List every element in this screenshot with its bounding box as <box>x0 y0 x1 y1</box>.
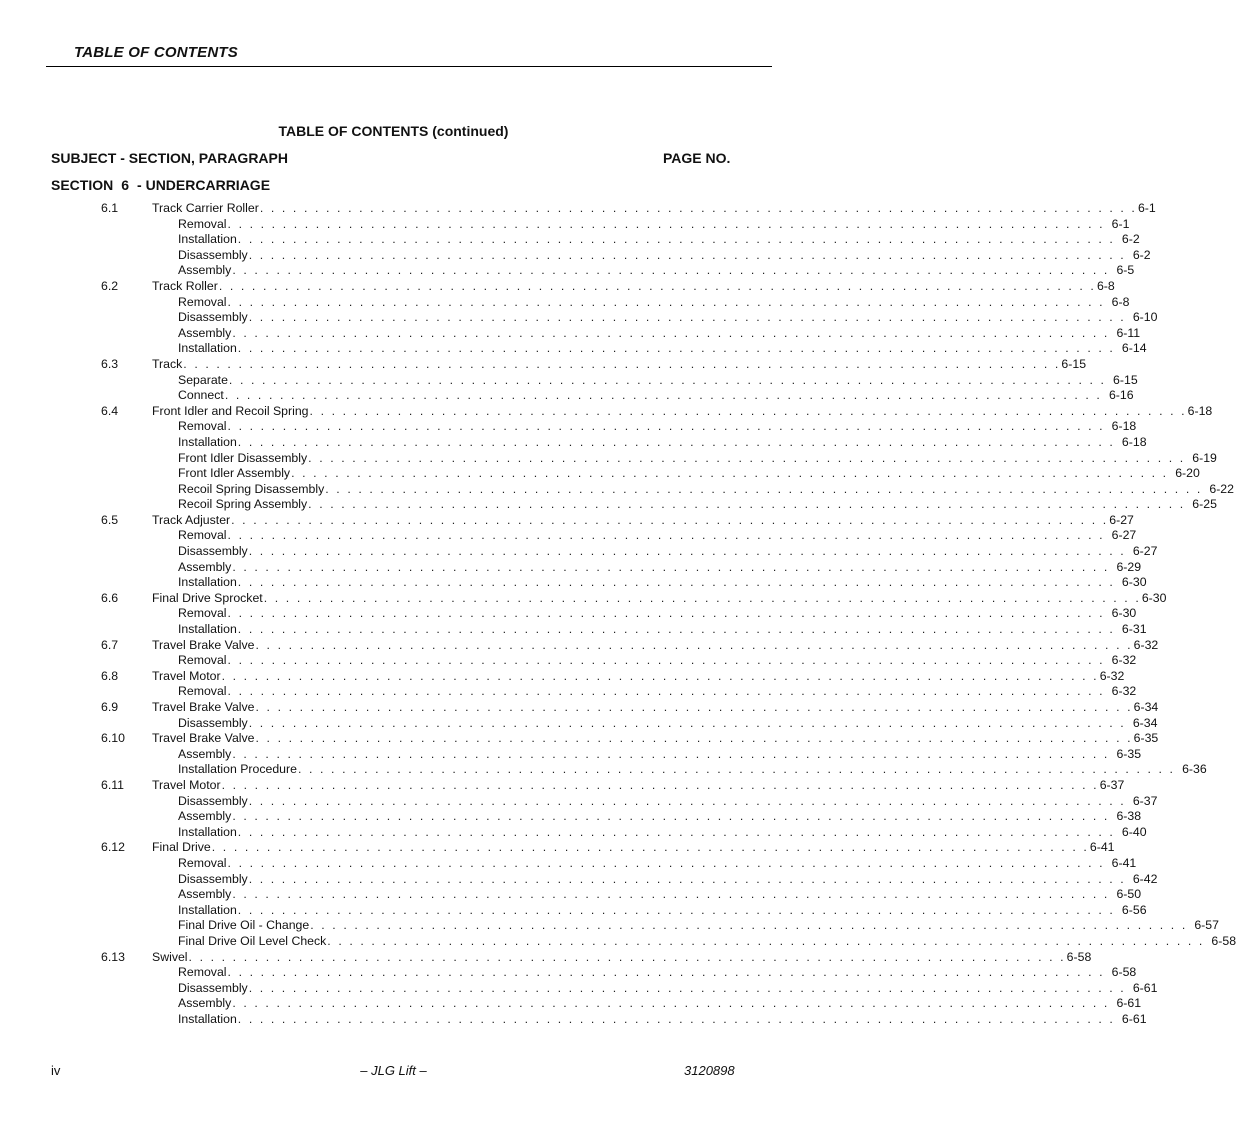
dot-leader: . . . . . . . . . . . . . . . . . . . . . . . . . . . . . . . . . . . . . . . . . . . . . . . . . . . . . . . . . . . . . . . . . . . . . . . . . . . . . . . . <box>248 247 1126 262</box>
toc-subentry[interactable] <box>0 247 1151 264</box>
dot-leader: . . . . . . . . . . . . . . . . . . . . . . . . . . . . . . . . . . . . . . . . . . . . . . . . . . . . . . . . . . . . . . . . . . . . . . . . . . . . . . . . <box>259 201 1137 215</box>
toc-entry-title: Assembly <box>178 263 232 278</box>
toc-entry-line <box>178 809 1142 825</box>
dot-leader: . . . . . . . . . . . . . . . . . . . . . . . . . . . . . . . . . . . . . . . . . . . . . . . . . . . . . . . . . . . . . . . . . . . . . . . . . . . . . . . . <box>237 341 1115 356</box>
toc-subentry[interactable] <box>0 544 1158 560</box>
toc-section-entry[interactable] <box>0 278 1115 295</box>
toc-list <box>0 201 1236 1027</box>
toc-entry-page: 6-11 <box>1116 325 1141 340</box>
toc-entry-line <box>178 824 1147 841</box>
toc-section-entry[interactable] <box>0 731 1159 747</box>
dot-leader: . . . . . . . . . . . . . . . . . . . . . . . . . . . . . . . . . . . . . . . . . . . . . . . . . . . . . . . . . . . . . . . . . . . . . . . . . . . . . . . . <box>248 544 1126 559</box>
toc-entry-title: Separate <box>178 372 228 387</box>
toc-entry-page: 6-8 <box>1111 294 1130 309</box>
toc-subentry[interactable] <box>0 762 1207 778</box>
toc-entry-title: Swivel <box>152 949 188 964</box>
toc-entry-title: Installation Procedure <box>178 762 297 777</box>
toc-entry-page: 6-27 <box>1109 512 1134 527</box>
dot-leader: . . . . . . . . . . . . . . . . . . . . . . . . . . . . . . . . . . . . . . . . . . . . . . . . . . . . . . . . . . . . . . . . . . . . . . . . . . . . . . . . <box>327 933 1205 948</box>
toc-entry-line <box>178 996 1142 1012</box>
dot-leader: . . . . . . . . . . . . . . . . . . . . . . . . . . . . . . . . . . . . . . . . . . . . . . . . . . . . . . . . . . . . . . . . . . . . . . . . . . . . . . . . <box>227 855 1105 870</box>
toc-subentry[interactable] <box>0 871 1158 888</box>
toc-entry-title: Installation <box>178 622 237 637</box>
toc-entry-page: 6-18 <box>1187 403 1213 418</box>
toc-subentry[interactable] <box>0 965 1137 981</box>
toc-entry-page: 6-25 <box>1192 497 1217 512</box>
toc-entry-page: 6-27 <box>1132 544 1158 559</box>
toc-subentry[interactable] <box>0 575 1147 591</box>
toc-subentry[interactable] <box>0 715 1158 732</box>
toc-entry-line <box>178 559 1142 576</box>
toc-entry-title: Travel Brake Valve <box>152 731 255 746</box>
toc-entry-line <box>178 450 1217 467</box>
dot-leader: . . . . . . . . . . . . . . . . . . . . . . . . . . . . . . . . . . . . . . . . . . . . . . . . . . . . . . . . . . . . . . . . . . . . . . . . . . . . . . . . <box>237 1011 1115 1026</box>
dot-leader: . . . . . . . . . . . . . . . . . . . . . . . . . . . . . . . . . . . . . . . . . . . . . . . . . . . . . . . . . . . . . . . . . . . . . . . . . . . . . . . . <box>248 980 1126 995</box>
dot-leader: . . . . . . . . . . . . . . . . . . . . . . . . . . . . . . . . . . . . . . . . . . . . . . . . . . . . . . . . . . . . . . . . . . . . . . . . . . . . . . . . <box>325 481 1203 496</box>
toc-subentry[interactable] <box>0 793 1158 810</box>
dot-leader: . . . . . . . . . . . . . . . . . . . . . . . . . . . . . . . . . . . . . . . . . . . . . . . . . . . . . . . . . . . . . . . . . . . . . . . . . . . . . . . . <box>227 965 1105 980</box>
toc-entry-line <box>178 902 1147 919</box>
toc-entry-line <box>178 419 1137 435</box>
toc-entry-title: Removal <box>178 855 227 870</box>
toc-entry-title: Travel Brake Valve <box>152 700 255 714</box>
dot-leader: . . . . . . . . . . . . . . . . . . . . . . . . . . . . . . . . . . . . . . . . . . . . . . . . . . . . . . . . . . . . . . . . . . . . . . . . . . . . . . . . <box>237 575 1115 590</box>
toc-entry-line <box>178 544 1158 560</box>
toc-entry-number: 6.6 <box>101 590 119 605</box>
toc-entry-number: 6.4 <box>101 403 119 418</box>
toc-subentry[interactable] <box>0 497 1217 513</box>
toc-subentry[interactable] <box>0 809 1142 825</box>
toc-subentry[interactable] <box>0 996 1142 1012</box>
toc-entry-title: Disassembly <box>178 247 248 262</box>
running-header: TABLE OF CONTENTS <box>74 44 238 61</box>
toc-entry-number: 6.12 <box>101 840 125 855</box>
toc-entry-page: 6-29 <box>1116 559 1142 574</box>
toc-entry-number: 6.3 <box>101 356 119 371</box>
dot-leader: . . . . . . . . . . . . . . . . . . . . . . . . . . . . . . . . . . . . . . . . . . . . . . . . . . . . . . . . . . . . . . . . . . . . . . . . . . . . . . . . <box>211 840 1089 855</box>
toc-entry-page: 6-20 <box>1175 466 1200 481</box>
toc-entry-title: Travel Motor <box>152 668 221 683</box>
toc-entry-page: 6-15 <box>1061 356 1087 371</box>
toc-entry-line <box>152 840 1115 856</box>
toc-entry-page: 6-34 <box>1132 715 1158 730</box>
toc-entry-page: 6-61 <box>1121 1011 1147 1026</box>
toc-section-entry[interactable] <box>0 512 1134 529</box>
dot-leader: . . . . . . . . . . . . . . . . . . . . . . . . . . . . . . . . . . . . . . . . . . . . . . . . . . . . . . . . . . . . . . . . . . . . . . . . . . . . . . . . <box>228 372 1107 387</box>
toc-entry-line <box>152 637 1159 654</box>
toc-entry-title: Removal <box>178 606 227 621</box>
dot-leader: . . . . . . . . . . . . . . . . . . . . . . . . . . . . . . . . . . . . . . . . . . . . . . . . . . . . . . . . . . . . . . . . . . . . . . . . . . . . . . . . <box>308 497 1186 512</box>
toc-entry-line <box>152 356 1087 373</box>
toc-entry-line <box>178 746 1142 763</box>
dot-leader: . . . . . . . . . . . . . . . . . . . . . . . . . . . . . . . . . . . . . . . . . . . . . . . . . . . . . . . . . . . . . . . . . . . . . . . . . . . . . . . . <box>263 590 1141 605</box>
toc-entry-line <box>152 278 1115 295</box>
dot-leader: . . . . . . . . . . . . . . . . . . . . . . . . . . . . . . . . . . . . . . . . . . . . . . . . . . . . . . . . . . . . . . . . . . . . . . . . . . . . . . . . <box>255 731 1133 746</box>
dot-leader: . . . . . . . . . . . . . . . . . . . . . . . . . . . . . . . . . . . . . . . . . . . . . . . . . . . . . . . . . . . . . . . . . . . . . . . . . . . . . . . . <box>218 278 1096 293</box>
toc-entry-page: 6-10 <box>1132 310 1158 325</box>
toc-entry-title: Disassembly <box>178 871 248 886</box>
toc-entry-page: 6-58 <box>1111 965 1137 980</box>
toc-entry-line <box>178 466 1200 482</box>
toc-entry-line <box>178 232 1140 248</box>
toc-entry-title: Disassembly <box>178 980 248 995</box>
toc-title: TABLE OF CONTENTS (continued) <box>278 123 509 139</box>
toc-entry-page: 6-27 <box>1111 528 1137 543</box>
toc-entry-line <box>152 403 1213 420</box>
toc-entry-title: Front Idler Disassembly <box>178 450 308 465</box>
toc-entry-number: 6.7 <box>101 637 119 652</box>
toc-entry-line <box>152 777 1125 794</box>
toc-entry-line <box>152 512 1134 529</box>
dot-leader: . . . . . . . . . . . . . . . . . . . . . . . . . . . . . . . . . . . . . . . . . . . . . . . . . . . . . . . . . . . . . . . . . . . . . . . . . . . . . . . . <box>248 715 1126 730</box>
toc-entry-title: Disassembly <box>178 793 248 808</box>
toc-entry-page: 6-18 <box>1121 434 1147 449</box>
toc-entry-line <box>178 887 1142 903</box>
toc-subentry[interactable] <box>0 450 1217 467</box>
dot-leader: . . . . . . . . . . . . . . . . . . . . . . . . . . . . . . . . . . . . . . . . . . . . . . . . . . . . . . . . . . . . . . . . . . . . . . . . . . . . . . . . <box>232 996 1110 1011</box>
toc-entry-line <box>178 606 1137 622</box>
toc-entry-line <box>152 731 1159 747</box>
footer-publisher: – JLG Lift – <box>360 1063 427 1078</box>
toc-entry-line <box>152 949 1092 966</box>
toc-entry-title: Final Drive Oil Level Check <box>178 933 327 948</box>
toc-entry-page: 6-58 <box>1066 949 1092 964</box>
toc-entry-number: 6.9 <box>101 700 119 714</box>
toc-entry-page: 6-42 <box>1132 871 1158 886</box>
toc-subentry[interactable] <box>0 528 1137 544</box>
toc-entry-page: 6-1 <box>1111 216 1130 231</box>
dot-leader: . . . . . . . . . . . . . . . . . . . . . . . . . . . . . . . . . . . . . . . . . . . . . . . . . . . . . . . . . . . . . . . . . . . . . . . . . . . . . . . . <box>297 762 1176 777</box>
dot-leader: . . . . . . . . . . . . . . . . . . . . . . . . . . . . . . . . . . . . . . . . . . . . . . . . . . . . . . . . . . . . . . . . . . . . . . . . . . . . . . . . <box>227 216 1105 231</box>
toc-subentry[interactable] <box>0 933 1236 950</box>
toc-entry-line <box>178 310 1158 326</box>
toc-entry-title: Track Adjuster <box>152 512 231 527</box>
dot-leader: . . . . . . . . . . . . . . . . . . . . . . . . . . . . . . . . . . . . . . . . . . . . . . . . . . . . . . . . . . . . . . . . . . . . . . . . . . . . . . . . <box>308 450 1186 465</box>
dot-leader: . . . . . . . . . . . . . . . . . . . . . . . . . . . . . . . . . . . . . . . . . . . . . . . . . . . . . . . . . . . . . . . . . . . . . . . . . . . . . . . . <box>227 653 1105 668</box>
dot-leader: . . . . . . . . . . . . . . . . . . . . . . . . . . . . . . . . . . . . . . . . . . . . . . . . . . . . . . . . . . . . . . . . . . . . . . . . . . . . . . . . <box>237 902 1115 917</box>
toc-entry-title: Assembly <box>178 996 232 1011</box>
dot-leader: . . . . . . . . . . . . . . . . . . . . . . . . . . . . . . . . . . . . . . . . . . . . . . . . . . . . . . . . . . . . . . . . . . . . . . . . . . . . . . . . <box>237 232 1115 247</box>
toc-entry-title: Front Idler Assembly <box>178 466 291 481</box>
toc-subentry[interactable] <box>0 216 1130 233</box>
dot-leader: . . . . . . . . . . . . . . . . . . . . . . . . . . . . . . . . . . . . . . . . . . . . . . . . . . . . . . . . . . . . . . . . . . . . . . . . . . . . . . . . <box>188 949 1066 964</box>
toc-entry-page: 6-30 <box>1121 575 1147 590</box>
toc-entry-line <box>178 294 1130 311</box>
toc-subentry[interactable] <box>0 980 1158 997</box>
toc-section-entry[interactable] <box>0 637 1159 654</box>
toc-entry-page: 6-38 <box>1116 809 1142 824</box>
toc-entry-page: 6-18 <box>1111 419 1137 434</box>
toc-entry-page: 6-1 <box>1137 201 1156 215</box>
toc-entry-page: 6-41 <box>1089 840 1115 855</box>
toc-subentry[interactable] <box>0 232 1140 248</box>
dot-leader: . . . . . . . . . . . . . . . . . . . . . . . . . . . . . . . . . . . . . . . . . . . . . . . . . . . . . . . . . . . . . . . . . . . . . . . . . . . . . . . . <box>309 403 1187 418</box>
toc-entry-title: Recoil Spring Assembly <box>178 497 308 512</box>
toc-entry-page: 6-2 <box>1121 232 1140 247</box>
toc-entry-page: 6-58 <box>1211 933 1236 948</box>
toc-entry-title: Removal <box>178 653 227 668</box>
toc-entry-line <box>178 388 1134 404</box>
dot-leader: . . . . . . . . . . . . . . . . . . . . . . . . . . . . . . . . . . . . . . . . . . . . . . . . . . . . . . . . . . . . . . . . . . . . . . . . . . . . . . . . <box>231 512 1109 527</box>
toc-entry-title: Final Drive <box>152 840 211 855</box>
toc-entry-title: Assembly <box>178 809 232 824</box>
toc-entry-page: 6-37 <box>1099 777 1125 792</box>
toc-subentry[interactable] <box>0 902 1147 919</box>
toc-entry-title: Travel Motor <box>152 777 221 792</box>
column-heading-page: PAGE NO. <box>663 150 731 166</box>
toc-entry-page: 6-50 <box>1116 887 1142 902</box>
toc-entry-page: 6-36 <box>1182 762 1207 777</box>
toc-entry-number: 6.5 <box>101 512 119 527</box>
dot-leader: . . . . . . . . . . . . . . . . . . . . . . . . . . . . . . . . . . . . . . . . . . . . . . . . . . . . . . . . . . . . . . . . . . . . . . . . . . . . . . . . <box>310 918 1188 933</box>
toc-entry-line <box>178 434 1147 451</box>
dot-leader: . . . . . . . . . . . . . . . . . . . . . . . . . . . . . . . . . . . . . . . . . . . . . . . . . . . . . . . . . . . . . . . . . . . . . . . . . . . . . . . . <box>183 356 1061 371</box>
toc-entry-title: Disassembly <box>178 544 248 559</box>
toc-entry-title: Final Drive Oil - Change <box>178 918 310 933</box>
toc-entry-page: 6-40 <box>1121 824 1147 839</box>
toc-entry-number: 6.8 <box>101 668 119 683</box>
toc-entry-page: 6-19 <box>1192 450 1217 465</box>
toc-entry-line <box>178 715 1158 732</box>
toc-subentry[interactable] <box>0 372 1138 389</box>
toc-entry-title: Installation <box>178 824 237 839</box>
section-label: SECTION <box>51 177 114 193</box>
dot-leader: . . . . . . . . . . . . . . . . . . . . . . . . . . . . . . . . . . . . . . . . . . . . . . . . . . . . . . . . . . . . . . . . . . . . . . . . . . . . . . . . <box>232 325 1110 340</box>
dot-leader: . . . . . . . . . . . . . . . . . . . . . . . . . . . . . . . . . . . . . . . . . . . . . . . . . . . . . . . . . . . . . . . . . . . . . . . . . . . . . . . . <box>232 809 1110 824</box>
toc-entry-page: 6-31 <box>1121 622 1147 637</box>
toc-entry-title: Recoil Spring Disassembly <box>178 481 325 496</box>
toc-entry-number: 6.13 <box>101 949 125 964</box>
toc-entry-title: Assembly <box>178 887 232 902</box>
toc-entry-page: 6-30 <box>1141 590 1167 605</box>
dot-leader: . . . . . . . . . . . . . . . . . . . . . . . . . . . . . . . . . . . . . . . . . . . . . . . . . . . . . . . . . . . . . . . . . . . . . . . . . . . . . . . . <box>237 434 1115 449</box>
toc-entry-page: 6-37 <box>1132 793 1158 808</box>
dot-leader: . . . . . . . . . . . . . . . . . . . . . . . . . . . . . . . . . . . . . . . . . . . . . . . . . . . . . . . . . . . . . . . . . . . . . . . . . . . . . . . . <box>248 310 1126 325</box>
toc-entry-title: Final Drive Sprocket <box>152 590 263 605</box>
toc-entry-page: 6-34 <box>1133 700 1159 714</box>
toc-entry-line <box>178 325 1141 342</box>
toc-entry-title: Track <box>152 356 183 371</box>
toc-subentry[interactable] <box>0 653 1137 669</box>
toc-entry-title: Installation <box>178 434 237 449</box>
toc-entry-page: 6-32 <box>1111 684 1137 699</box>
dot-leader: . . . . . . . . . . . . . . . . . . . . . . . . . . . . . . . . . . . . . . . . . . . . . . . . . . . . . . . . . . . . . . . . . . . . . . . . . . . . . . . . <box>227 606 1105 621</box>
dot-leader: . . . . . . . . . . . . . . . . . . . . . . . . . . . . . . . . . . . . . . . . . . . . . . . . . . . . . . . . . . . . . . . . . . . . . . . . . . . . . . . . <box>227 419 1105 434</box>
toc-entry-page: 6-15 <box>1113 372 1138 387</box>
toc-entry-line <box>178 855 1137 872</box>
dot-leader: . . . . . . . . . . . . . . . . . . . . . . . . . . . . . . . . . . . . . . . . . . . . . . . . . . . . . . . . . . . . . . . . . . . . . . . . . . . . . . . . <box>232 263 1110 278</box>
toc-entry-page: 6-35 <box>1133 731 1159 746</box>
toc-entry-page: 6-32 <box>1111 653 1137 668</box>
dot-leader: . . . . . . . . . . . . . . . . . . . . . . . . . . . . . . . . . . . . . . . . . . . . . . . . . . . . . . . . . . . . . . . . . . . . . . . . . . . . . . . . <box>232 746 1110 761</box>
toc-entry-title: Removal <box>178 965 227 980</box>
dot-leader: . . . . . . . . . . . . . . . . . . . . . . . . . . . . . . . . . . . . . . . . . . . . . . . . . . . . . . . . . . . . . . . . . . . . . . . . . . . . . . . . <box>237 824 1115 839</box>
toc-subentry[interactable] <box>0 310 1158 326</box>
toc-subentry[interactable] <box>0 746 1142 763</box>
toc-section-entry[interactable] <box>0 700 1159 716</box>
toc-entry-page: 6-61 <box>1116 996 1142 1011</box>
toc-entry-title: Track Roller <box>152 278 218 293</box>
toc-entry-title: Installation <box>178 341 237 356</box>
header-rule <box>46 66 772 67</box>
toc-entry-title: Front Idler and Recoil Spring <box>152 403 309 418</box>
toc-section-entry[interactable] <box>0 356 1087 373</box>
toc-entry-title: Assembly <box>178 559 232 574</box>
toc-entry-page: 6-32 <box>1133 637 1159 652</box>
toc-entry-line <box>178 793 1158 810</box>
toc-entry-line <box>178 372 1138 389</box>
toc-subentry[interactable] <box>0 325 1141 342</box>
toc-subentry[interactable] <box>0 388 1134 404</box>
toc-entry-line <box>178 247 1151 264</box>
column-heading-subject: SUBJECT - SECTION, PARAGRAPH <box>51 150 288 166</box>
toc-entry-title: Connect <box>178 388 224 403</box>
toc-entry-number: 6.11 <box>101 777 125 792</box>
toc-section-entry[interactable] <box>0 668 1125 685</box>
dot-leader: . . . . . . . . . . . . . . . . . . . . . . . . . . . . . . . . . . . . . . . . . . . . . . . . . . . . . . . . . . . . . . . . . . . . . . . . . . . . . . . . <box>232 887 1110 902</box>
toc-entry-page: 6-30 <box>1111 606 1137 621</box>
toc-entry-page: 6-22 <box>1209 481 1234 496</box>
toc-entry-line <box>152 590 1167 607</box>
dot-leader: . . . . . . . . . . . . . . . . . . . . . . . . . . . . . . . . . . . . . . . . . . . . . . . . . . . . . . . . . . . . . . . . . . . . . . . . . . . . . . . . <box>227 294 1105 309</box>
toc-section-entry[interactable] <box>0 590 1167 607</box>
dot-leader: . . . . . . . . . . . . . . . . . . . . . . . . . . . . . . . . . . . . . . . . . . . . . . . . . . . . . . . . . . . . . . . . . . . . . . . . . . . . . . . . <box>221 777 1099 792</box>
toc-entry-line <box>178 497 1217 513</box>
toc-entry-page: 6-2 <box>1132 247 1151 262</box>
toc-subentry[interactable] <box>0 622 1147 638</box>
toc-entry-page: 6-16 <box>1108 388 1134 403</box>
toc-section-entry[interactable] <box>0 201 1156 217</box>
toc-entry-line <box>178 871 1158 888</box>
toc-entry-title: Removal <box>178 528 227 543</box>
section-number: 6 <box>121 177 130 193</box>
toc-entry-title: Removal <box>178 419 227 434</box>
toc-entry-page: 6-56 <box>1121 902 1147 917</box>
toc-entry-line <box>178 341 1147 357</box>
toc-entry-line <box>152 201 1156 217</box>
toc-section-entry[interactable] <box>0 840 1115 856</box>
toc-subentry[interactable] <box>0 824 1147 841</box>
toc-subentry[interactable] <box>0 855 1137 872</box>
toc-entry-line <box>178 216 1130 233</box>
dot-leader: . . . . . . . . . . . . . . . . . . . . . . . . . . . . . . . . . . . . . . . . . . . . . . . . . . . . . . . . . . . . . . . . . . . . . . . . . . . . . . . . <box>232 559 1110 574</box>
toc-entry-line <box>178 653 1137 669</box>
toc-entry-line <box>152 700 1159 716</box>
dot-leader: . . . . . . . . . . . . . . . . . . . . . . . . . . . . . . . . . . . . . . . . . . . . . . . . . . . . . . . . . . . . . . . . . . . . . . . . . . . . . . . . <box>248 793 1126 808</box>
toc-subentry[interactable] <box>0 1011 1147 1028</box>
toc-subentry[interactable] <box>0 294 1130 311</box>
toc-subentry[interactable] <box>0 263 1135 279</box>
dot-leader: . . . . . . . . . . . . . . . . . . . . . . . . . . . . . . . . . . . . . . . . . . . . . . . . . . . . . . . . . . . . . . . . . . . . . . . . . . . . . . . . <box>227 528 1105 543</box>
toc-entry-title: Travel Brake Valve <box>152 637 255 652</box>
dot-leader: . . . . . . . . . . . . . . . . . . . . . . . . . . . . . . . . . . . . . . . . . . . . . . . . . . . . . . . . . . . . . . . . . . . . . . . . . . . . . . . . <box>255 700 1133 714</box>
toc-section-entry[interactable] <box>0 403 1213 420</box>
toc-entry-page: 6-35 <box>1116 746 1142 761</box>
toc-subentry[interactable] <box>0 481 1234 498</box>
toc-entry-page: 6-57 <box>1194 918 1219 933</box>
toc-entry-line <box>178 263 1135 279</box>
toc-section-entry[interactable] <box>0 777 1125 794</box>
dot-leader: . . . . . . . . . . . . . . . . . . . . . . . . . . . . . . . . . . . . . . . . . . . . . . . . . . . . . . . . . . . . . . . . . . . . . . . . . . . . . . . . <box>255 637 1133 652</box>
toc-entry-line <box>178 575 1147 591</box>
dot-leader: . . . . . . . . . . . . . . . . . . . . . . . . . . . . . . . . . . . . . . . . . . . . . . . . . . . . . . . . . . . . . . . . . . . . . . . . . . . . . . . . <box>291 466 1169 481</box>
toc-entry-title: Installation <box>178 902 237 917</box>
toc-entry-line <box>178 762 1207 778</box>
section-heading <box>51 177 270 193</box>
toc-entry-line <box>178 528 1137 544</box>
toc-entry-page: 6-32 <box>1099 668 1125 683</box>
toc-section-entry[interactable] <box>0 949 1092 966</box>
toc-subentry[interactable] <box>0 466 1200 482</box>
toc-subentry[interactable] <box>0 559 1142 576</box>
toc-subentry[interactable] <box>0 887 1142 903</box>
toc-entry-page: 6-8 <box>1096 278 1115 293</box>
toc-entry-number: 6.2 <box>101 278 119 293</box>
toc-entry-line <box>178 918 1219 934</box>
toc-entry-title: Track Carrier Roller <box>152 201 259 215</box>
toc-entry-line <box>178 965 1137 981</box>
toc-entry-title: Removal <box>178 294 227 309</box>
toc-entry-line <box>178 1011 1147 1028</box>
toc-entry-page: 6-5 <box>1116 263 1135 278</box>
toc-entry-page: 6-61 <box>1132 980 1158 995</box>
toc-entry-title: Installation <box>178 232 237 247</box>
dot-leader: . . . . . . . . . . . . . . . . . . . . . . . . . . . . . . . . . . . . . . . . . . . . . . . . . . . . . . . . . . . . . . . . . . . . . . . . . . . . . . . . <box>227 684 1105 699</box>
section-title: - UNDERCARRIAGE <box>137 177 271 193</box>
toc-entry-line <box>178 980 1158 997</box>
toc-entry-title: Disassembly <box>178 715 248 730</box>
toc-entry-line <box>152 668 1125 685</box>
footer-doc-number: 3120898 <box>684 1063 735 1078</box>
toc-entry-line <box>178 622 1147 638</box>
toc-entry-line <box>178 481 1234 498</box>
toc-entry-number: 6.1 <box>101 201 119 215</box>
dot-leader: . . . . . . . . . . . . . . . . . . . . . . . . . . . . . . . . . . . . . . . . . . . . . . . . . . . . . . . . . . . . . . . . . . . . . . . . . . . . . . . . <box>237 622 1115 637</box>
toc-entry-title: Assembly <box>178 746 232 761</box>
toc-subentry[interactable] <box>0 918 1219 934</box>
dot-leader: . . . . . . . . . . . . . . . . . . . . . . . . . . . . . . . . . . . . . . . . . . . . . . . . . . . . . . . . . . . . . . . . . . . . . . . . . . . . . . . . <box>221 668 1099 683</box>
toc-entry-number: 6.10 <box>101 731 125 746</box>
toc-entry-title: Disassembly <box>178 310 248 325</box>
toc-subentry[interactable] <box>0 606 1137 622</box>
toc-subentry[interactable] <box>0 341 1147 357</box>
toc-entry-title: Removal <box>178 216 227 231</box>
toc-entry-title: Assembly <box>178 325 232 340</box>
toc-entry-line <box>178 933 1236 950</box>
toc-subentry[interactable] <box>0 684 1137 700</box>
toc-subentry[interactable] <box>0 434 1147 451</box>
dot-leader: . . . . . . . . . . . . . . . . . . . . . . . . . . . . . . . . . . . . . . . . . . . . . . . . . . . . . . . . . . . . . . . . . . . . . . . . . . . . . . . . <box>224 388 1102 403</box>
footer-page-number: iv <box>51 1063 61 1078</box>
toc-entry-title: Removal <box>178 684 227 699</box>
toc-entry-line <box>178 684 1137 700</box>
toc-entry-title: Installation <box>178 575 237 590</box>
toc-entry-page: 6-41 <box>1111 855 1137 870</box>
toc-subentry[interactable] <box>0 419 1137 435</box>
toc-entry-page: 6-14 <box>1121 341 1147 356</box>
toc-entry-title: Installation <box>178 1011 237 1026</box>
dot-leader: . . . . . . . . . . . . . . . . . . . . . . . . . . . . . . . . . . . . . . . . . . . . . . . . . . . . . . . . . . . . . . . . . . . . . . . . . . . . . . . . <box>248 871 1126 886</box>
